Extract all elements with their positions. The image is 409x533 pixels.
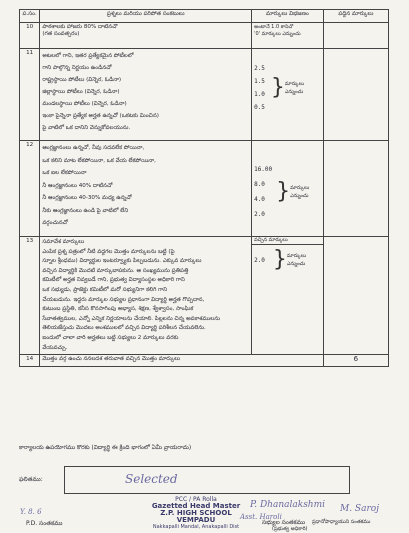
brace-glyph: } <box>276 179 291 204</box>
member1-signature-label: సభ్యుల సంతకము <box>262 519 306 526</box>
header-awarded: పద్దిన మార్కులు <box>323 10 388 23</box>
row-number: 10 <box>20 23 40 49</box>
question-line: చేయబడును. ఇద్దరు మార్కుల సభ్యుల ప్రధానంగా విద్యార్థి అర్హత గొప్పదాన, <box>42 296 205 303</box>
mark-value: 8.0 <box>254 181 265 188</box>
member2-signature: M. Saroj <box>340 504 379 514</box>
question-line: ఒక ఐల లేకపోయినా <box>42 170 87 176</box>
mark-value: 2.0 <box>254 256 265 264</box>
question-line: వర్గంచునచో <box>42 220 68 226</box>
question-line: మండలస్థాయి పోటీలు (విన్నెర, ఓడినా) <box>42 101 127 107</box>
question-line: ఒక సభ్యుడు, ప్రాజెక్టు కమిటీలో మరో సభ్యునిగా కలిగి గాని <box>42 286 168 293</box>
marks-header: వచ్చిన మార్కులు <box>252 237 323 245</box>
question-line: గాని పాల్గొన్న నిర్ణయం ఉండినచో <box>42 65 112 71</box>
table-row <box>20 237 389 355</box>
mark-value: 2.0 <box>254 211 265 218</box>
question-line: పై వాటిలో ఒక దానిని వెన్నుకోవలయును. <box>42 125 131 131</box>
stamp-line: PCC / PA Rolla <box>175 496 217 503</box>
question-line: వేయవచ్చు. <box>42 344 68 351</box>
question-line: ఇంకా పైన్నెనా ప్రత్యేక అర్హత ఉన్నచో (ఒకటకు మించిన) <box>42 113 159 119</box>
result-value: Selected <box>125 472 178 486</box>
stamp-line: Gazetted Head Master <box>151 502 241 510</box>
question-line: ఐందులో చాలా వారి అర్హతలు బట్టి సభ్యులు 2 మార్కులు వరకు <box>42 334 179 341</box>
row-awarded <box>323 141 388 237</box>
brace-glyph: } <box>270 75 285 100</box>
row-marks-breakdown <box>252 237 324 355</box>
stamp-line: Nakkapalli Mandal, Anakapalli Dist <box>152 524 240 530</box>
stamp-line: VEMPADU <box>176 516 216 524</box>
row-awarded: 6 <box>323 355 388 367</box>
marks-note: మార్కులు ఎన్నుంచు <box>290 185 310 199</box>
row-awarded <box>323 237 388 355</box>
table-header-row <box>20 10 389 23</box>
date-signature: Y. 8. 6 <box>20 508 42 516</box>
mark-value: 0.5 <box>254 104 265 111</box>
question-title: సమావేశ మార్కులు <box>42 239 85 245</box>
marks-note: మార్కులు ఎన్నుంచు <box>284 81 305 95</box>
question-line: సేవాతత్వముల, ఎన్నో ఎన్నిక నిర్ణయాలను చేయాలి. పిల్లలను చిన్న అవకాశములను <box>42 315 221 322</box>
row-marks-breakdown <box>252 141 324 237</box>
table-row <box>20 49 389 141</box>
row-marks-breakdown <box>252 23 324 49</box>
member2-signature-label: ప్రధానోపాధ్యాయుని సంతకము <box>312 519 371 525</box>
mark-value: 1.5 <box>254 78 265 85</box>
member2-signature-sub: (ప్రభుత్వ అధికారి) <box>272 526 308 532</box>
mark-value: 16.00 <box>254 166 273 173</box>
row-number: 14 <box>20 355 40 367</box>
row-question <box>40 237 252 355</box>
row-number: 13 <box>20 237 40 355</box>
question-line: తెలియజేస్తుచు మొదలు అంశములలో వచ్చిన విద్యార్థి పరిశీలన చేయవలెను. <box>42 325 206 332</box>
question-line: కమిటీలో అర్హత నివ్వబడే గాని, ప్రభుత్వ విద్యాసంస్థల అధికారి గాని <box>42 277 185 284</box>
header-marks-breakdown: మార్కులు విభజణం <box>252 10 324 23</box>
marks-list <box>254 62 265 114</box>
question-line: మొత్తం వర్గ ఉంచు ననలదశ తరువాత వచ్చిన మొత్తం మార్కులు <box>42 356 181 363</box>
row-question <box>40 49 252 141</box>
row-awarded <box>323 49 388 141</box>
marks-list <box>254 162 272 222</box>
row-number: 12 <box>20 141 40 237</box>
row-awarded <box>323 23 388 49</box>
question-line: అటలలో గాని, ఇతర ప్రత్యేకమైన పోటీలలో <box>42 53 134 59</box>
stamp-line: Z.P. HIGH SCHOOL <box>160 509 232 517</box>
mark-value: 1.0 <box>254 91 265 98</box>
question-line: ఒక కలిని మాట లేకపోయినా, ఒక వేయ లేకపోయినా, <box>42 157 156 164</box>
question-line: నీ ఆంగ్లజ్ఞానంలు 40-30% మధ్య ఉన్నచో <box>42 195 132 201</box>
marks-note: మార్కులు ఎన్నుంచు <box>286 253 307 268</box>
header-serial: ప.సం. <box>20 10 40 23</box>
question-line: రాష్ట్రస్థాయి పోటీలు (విన్నెర, ఓడినా) <box>42 77 122 83</box>
table-row <box>20 141 389 237</box>
question-line: ఆంగ్లజ్ఞానంలు ఉన్నచో, నీవు సదవలేక పోయినా, <box>42 145 145 151</box>
question-line: పాఠశాలకు హాజరు 80% దాటినచో <box>42 24 118 30</box>
asst-signature: Asst. Haroli <box>240 513 282 521</box>
row-question <box>40 23 252 49</box>
question-line: స్నూల శ్రీంధము) విద్యార్థుల ఇంటర్వ్యూకు పిల్చబడును. ఎక్కువ మార్కులు <box>42 258 202 265</box>
office-use-note: కార్యాలయ ఉపయోగము కొరకు (విద్యార్థి ఈ క్రింది భాగంలో ఏమీ వ్రాయరాదు) <box>19 445 192 451</box>
header-question: ప్రశ్నలు మరియు పరిపోత సంకటులు <box>40 10 252 23</box>
row-question <box>40 355 323 367</box>
question-line: వచ్చిన విద్యార్థికి మొదటి మార్కుబాపకును. ఆ సంఖ్యమును ప్రతిపత్తి <box>42 267 189 274</box>
marks-line: '0' మార్కులు ఎన్నుంచు <box>254 31 301 38</box>
result-label: ఫలితము: <box>19 476 43 483</box>
table-row <box>20 23 389 49</box>
mark-value: 4.0 <box>254 196 265 203</box>
evaluation-table <box>19 9 389 367</box>
question-line: ఎంపిక ప్రశ్న పత్రంలో నీటి వద్దగల మొత్తం మార్కులను బట్టి (పై <box>42 248 175 255</box>
brace-glyph: } <box>272 247 287 273</box>
row-marks-breakdown <box>252 49 324 141</box>
result-box <box>64 466 350 494</box>
question-line: నీకు ఆంగ్లజ్ఞానంలు ఉండి పై వాటిలో లేని <box>42 207 129 214</box>
row-question <box>40 141 252 237</box>
pd-signature-label: P.D. సంతకము <box>26 520 63 527</box>
question-line: (గత సంవత్సరం) <box>42 31 80 38</box>
marks-line: అంటానే 1.0 కానిచో <box>254 24 294 30</box>
member1-signature: P. Dhanalakshmi <box>250 500 326 510</box>
row-number: 11 <box>20 49 40 141</box>
question-line: నీ ఆంగ్లజ్ఞానంలు 40% దాటినచో <box>42 182 113 189</box>
question-line: జిల్లాస్థాయి పోటీలు (విన్నెర, ఓడినా) <box>42 89 120 95</box>
question-line: కుటుంబ ప్రస్థితి, కనీస కొనసాగింపు అభ్యాస, శిక్షణ, శ్వేశ్వాసం, సాంఘిక <box>42 306 194 313</box>
table-row <box>20 355 389 367</box>
mark-value: 2.5 <box>254 65 265 72</box>
marks-list <box>254 254 265 267</box>
school-stamp <box>150 496 242 531</box>
